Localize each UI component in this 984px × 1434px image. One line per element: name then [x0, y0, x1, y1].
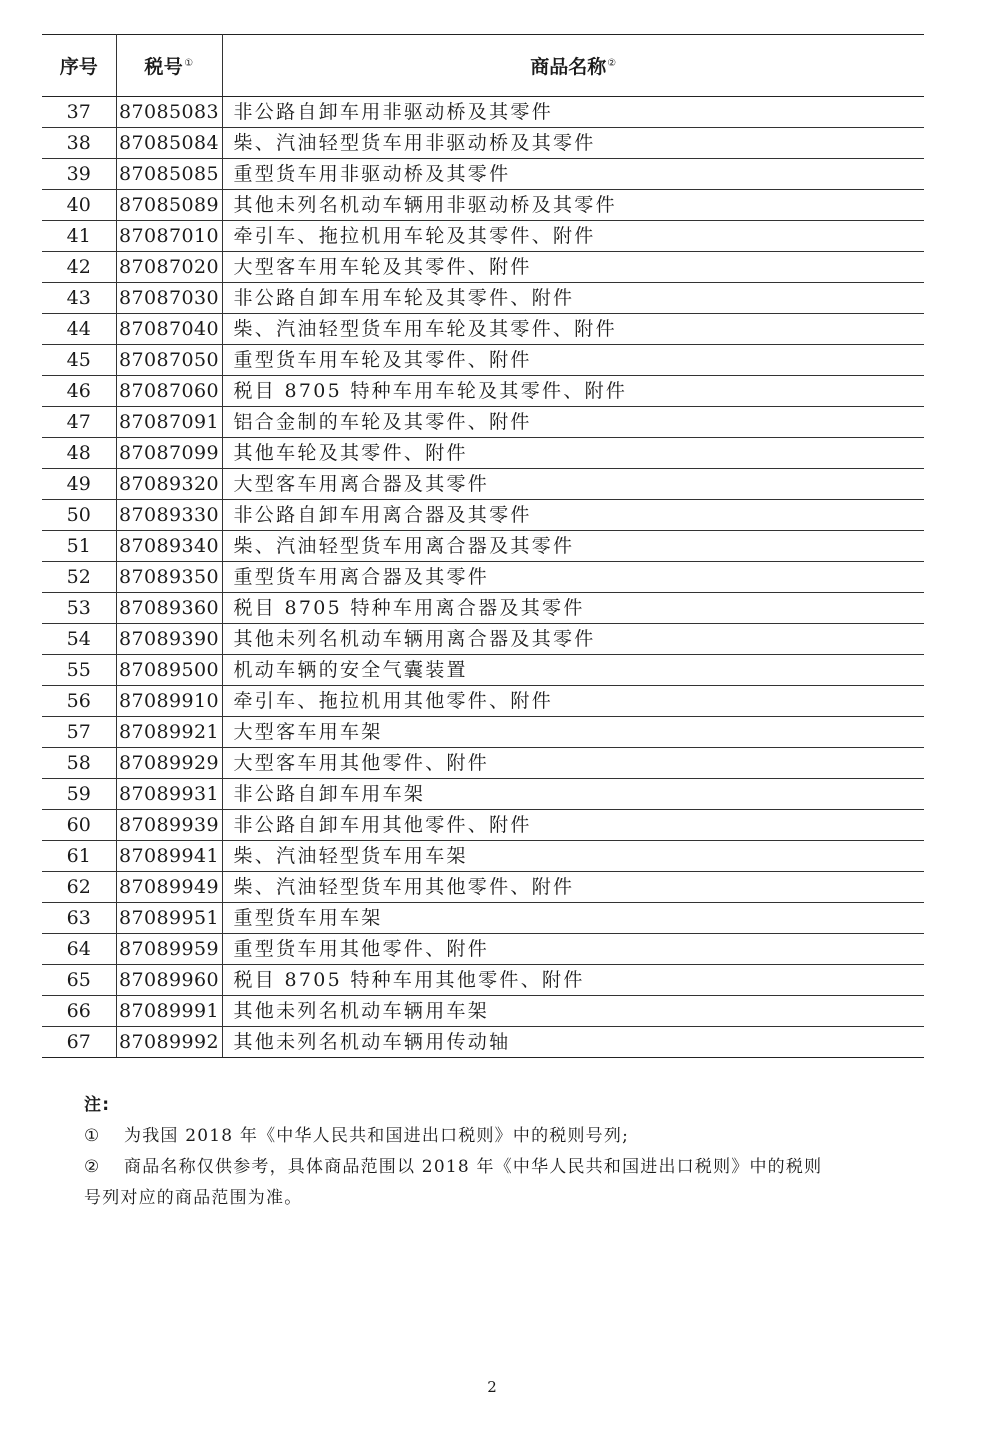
row-name-cell: 重型货车用非驱动桥及其零件	[222, 159, 924, 190]
row-name-cell: 其他未列名机动车辆用非驱动桥及其零件	[222, 190, 924, 221]
row-code-cell: 87085083	[116, 97, 222, 128]
table-row	[42, 407, 924, 438]
row-name-cell: 机动车辆的安全气囊装置	[222, 655, 924, 686]
table-row	[42, 469, 924, 500]
row-code-cell: 87089330	[116, 500, 222, 531]
note-item-2-continuation: 号列对应的商品范围为准。	[84, 1188, 303, 1208]
row-seq-cell: 46	[42, 376, 116, 407]
row-name-cell: 非公路自卸车用离合器及其零件	[222, 500, 924, 531]
row-code-cell: 87089500	[116, 655, 222, 686]
table-row	[42, 841, 924, 872]
table-row	[42, 531, 924, 562]
row-code-cell: 87085085	[116, 159, 222, 190]
row-code-cell: 87089340	[116, 531, 222, 562]
row-name-cell: 税目 8705 特种车用车轮及其零件、附件	[222, 376, 924, 407]
row-code-cell: 87089959	[116, 934, 222, 965]
row-seq-cell: 45	[42, 345, 116, 376]
note-mark-2: ②	[84, 1157, 101, 1177]
table-row	[42, 283, 924, 314]
row-seq-cell: 49	[42, 469, 116, 500]
row-name-cell: 大型客车用车轮及其零件、附件	[222, 252, 924, 283]
row-code-cell: 87089991	[116, 996, 222, 1027]
row-code-cell: 87089941	[116, 841, 222, 872]
row-name-cell: 非公路自卸车用非驱动桥及其零件	[222, 97, 924, 128]
row-code-cell: 87089390	[116, 624, 222, 655]
row-name-cell: 柴、汽油轻型货车用离合器及其零件	[222, 531, 924, 562]
table-row	[42, 252, 924, 283]
row-code-cell: 87089320	[116, 469, 222, 500]
table-row	[42, 655, 924, 686]
table-row	[42, 190, 924, 221]
row-name-cell: 非公路自卸车用其他零件、附件	[222, 810, 924, 841]
row-code-cell: 87085084	[116, 128, 222, 159]
row-seq-cell: 48	[42, 438, 116, 469]
note-item-1	[84, 1121, 884, 1152]
table-row	[42, 562, 924, 593]
row-name-cell: 非公路自卸车用车轮及其零件、附件	[222, 283, 924, 314]
header-code-footnote-mark: ①	[184, 57, 194, 69]
row-code-cell: 87087030	[116, 283, 222, 314]
table-row	[42, 159, 924, 190]
row-name-cell: 柴、汽油轻型货车用车轮及其零件、附件	[222, 314, 924, 345]
table-row	[42, 779, 924, 810]
row-name-cell: 其他未列名机动车辆用传动轴	[222, 1027, 924, 1058]
table-row	[42, 624, 924, 655]
row-seq-cell: 41	[42, 221, 116, 252]
note-item-2	[84, 1152, 884, 1183]
table-row	[42, 593, 924, 624]
header-code-label: 税号	[144, 56, 184, 78]
row-seq-cell: 60	[42, 810, 116, 841]
table-row	[42, 221, 924, 252]
row-seq-cell: 61	[42, 841, 116, 872]
row-seq-cell: 66	[42, 996, 116, 1027]
row-name-cell: 其他未列名机动车辆用离合器及其零件	[222, 624, 924, 655]
row-code-cell: 87089960	[116, 965, 222, 996]
table-row	[42, 810, 924, 841]
row-name-cell: 大型客车用其他零件、附件	[222, 748, 924, 779]
row-name-cell: 牵引车、拖拉机用其他零件、附件	[222, 686, 924, 717]
row-seq-cell: 56	[42, 686, 116, 717]
table-row	[42, 314, 924, 345]
row-name-cell: 柴、汽油轻型货车用其他零件、附件	[222, 872, 924, 903]
table-row	[42, 97, 924, 128]
row-code-cell: 87089910	[116, 686, 222, 717]
row-code-cell: 87087060	[116, 376, 222, 407]
header-seq	[42, 35, 116, 97]
row-name-cell: 税目 8705 特种车用离合器及其零件	[222, 593, 924, 624]
row-seq-cell: 52	[42, 562, 116, 593]
table-row	[42, 965, 924, 996]
row-code-cell: 87087040	[116, 314, 222, 345]
row-name-cell: 铝合金制的车轮及其零件、附件	[222, 407, 924, 438]
row-code-cell: 87089360	[116, 593, 222, 624]
row-code-cell: 87089992	[116, 1027, 222, 1058]
table-row	[42, 345, 924, 376]
row-code-cell: 87089929	[116, 748, 222, 779]
row-seq-cell: 40	[42, 190, 116, 221]
row-name-cell: 其他未列名机动车辆用车架	[222, 996, 924, 1027]
table-body	[42, 97, 924, 1058]
row-name-cell: 重型货车用车轮及其零件、附件	[222, 345, 924, 376]
row-code-cell: 87087099	[116, 438, 222, 469]
row-name-cell: 税目 8705 特种车用其他零件、附件	[222, 965, 924, 996]
row-code-cell: 87087010	[116, 221, 222, 252]
row-seq-cell: 44	[42, 314, 116, 345]
row-seq-cell: 50	[42, 500, 116, 531]
row-name-cell: 非公路自卸车用车架	[222, 779, 924, 810]
row-name-cell: 重型货车用离合器及其零件	[222, 562, 924, 593]
row-name-cell: 大型客车用离合器及其零件	[222, 469, 924, 500]
row-seq-cell: 47	[42, 407, 116, 438]
row-name-cell: 其他车轮及其零件、附件	[222, 438, 924, 469]
row-code-cell: 87087020	[116, 252, 222, 283]
row-name-cell: 重型货车用其他零件、附件	[222, 934, 924, 965]
header-code	[116, 35, 222, 97]
notes-section	[84, 1090, 884, 1214]
notes-heading: 注:	[84, 1095, 111, 1115]
row-name-cell: 柴、汽油轻型货车用车架	[222, 841, 924, 872]
row-code-cell: 87085089	[116, 190, 222, 221]
row-seq-cell: 67	[42, 1027, 116, 1058]
row-code-cell: 87089939	[116, 810, 222, 841]
row-seq-cell: 53	[42, 593, 116, 624]
page-number: 2	[487, 1378, 497, 1396]
table-row	[42, 903, 924, 934]
table-row	[42, 996, 924, 1027]
row-name-cell: 大型客车用车架	[222, 717, 924, 748]
table-row	[42, 748, 924, 779]
table-row	[42, 438, 924, 469]
note-mark-1: ①	[84, 1126, 101, 1146]
row-seq-cell: 65	[42, 965, 116, 996]
row-seq-cell: 38	[42, 128, 116, 159]
table-row	[42, 376, 924, 407]
row-code-cell: 87089951	[116, 903, 222, 934]
table-row	[42, 686, 924, 717]
row-seq-cell: 59	[42, 779, 116, 810]
note-text-1: 为我国 2018 年《中华人民共和国进出口税则》中的税则号列;	[124, 1126, 629, 1146]
row-seq-cell: 58	[42, 748, 116, 779]
row-code-cell: 87087050	[116, 345, 222, 376]
row-seq-cell: 43	[42, 283, 116, 314]
row-seq-cell: 51	[42, 531, 116, 562]
row-code-cell: 87089350	[116, 562, 222, 593]
tariff-table	[42, 34, 924, 1058]
note-text-2: 商品名称仅供参考，具体商品范围以 2018 年《中华人民共和国进出口税则》中的税则	[124, 1157, 823, 1177]
row-seq-cell: 42	[42, 252, 116, 283]
row-code-cell: 87089949	[116, 872, 222, 903]
table-row	[42, 934, 924, 965]
header-name-label: 商品名称	[530, 56, 607, 78]
row-seq-cell: 57	[42, 717, 116, 748]
row-seq-cell: 39	[42, 159, 116, 190]
row-seq-cell: 55	[42, 655, 116, 686]
row-seq-cell: 64	[42, 934, 116, 965]
table-row	[42, 1027, 924, 1058]
header-name-footnote-mark: ②	[607, 57, 617, 69]
row-seq-cell: 37	[42, 97, 116, 128]
header-seq-label: 序号	[59, 56, 98, 78]
row-name-cell: 柴、汽油轻型货车用非驱动桥及其零件	[222, 128, 924, 159]
row-seq-cell: 62	[42, 872, 116, 903]
table-row	[42, 717, 924, 748]
row-code-cell: 87087091	[116, 407, 222, 438]
table-header-row	[42, 35, 924, 97]
row-code-cell: 87089931	[116, 779, 222, 810]
table-row	[42, 500, 924, 531]
header-name	[222, 35, 924, 97]
table-row	[42, 872, 924, 903]
row-seq-cell: 54	[42, 624, 116, 655]
row-name-cell: 重型货车用车架	[222, 903, 924, 934]
row-name-cell: 牵引车、拖拉机用车轮及其零件、附件	[222, 221, 924, 252]
table-row	[42, 128, 924, 159]
row-seq-cell: 63	[42, 903, 116, 934]
row-code-cell: 87089921	[116, 717, 222, 748]
